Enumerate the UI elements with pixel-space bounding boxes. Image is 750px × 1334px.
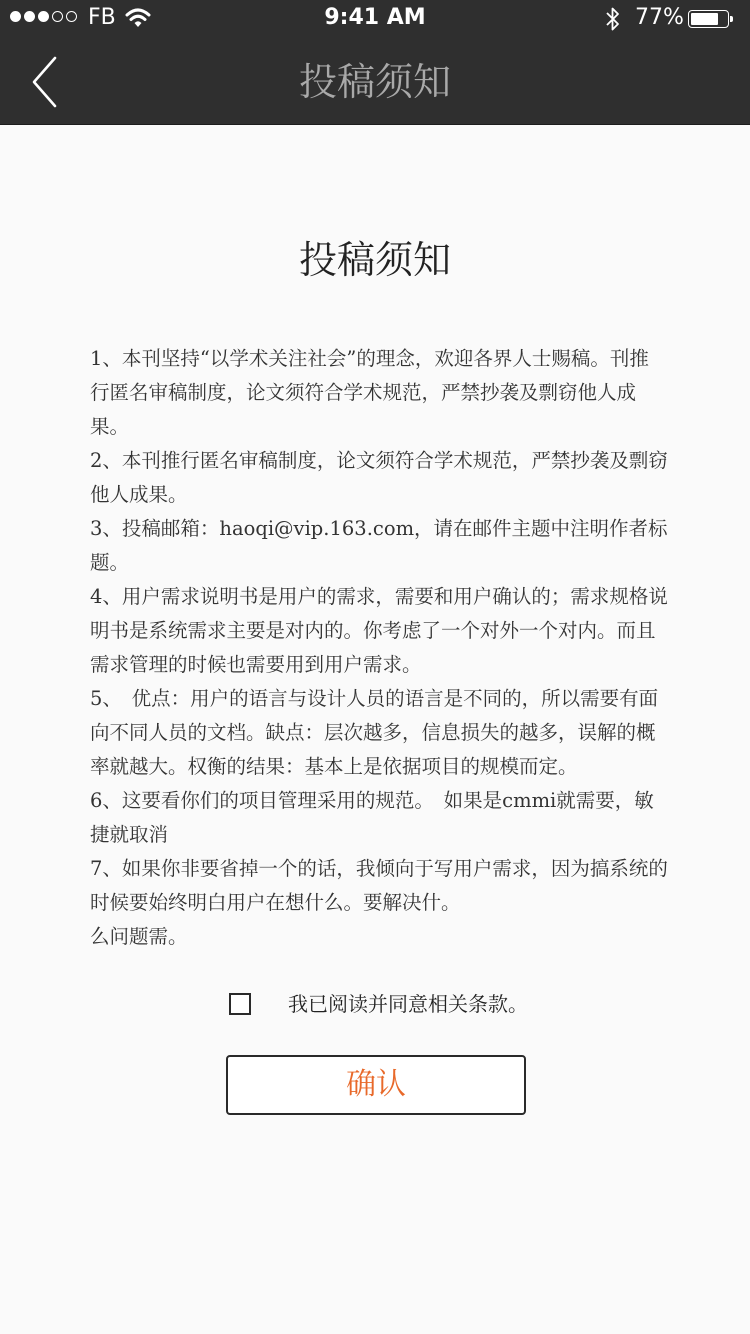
- battery-tip: [730, 16, 733, 22]
- nav-title: 投稿须知: [298, 60, 451, 104]
- notice-item: 1、本刊坚持“以学术关注社会”的理念，欢迎各界人士赐稿。刊推行匿名审稿制度，论文须符合学术规范，严禁抄袭及剽窃他人成果。: [90, 347, 649, 438]
- battery-fill: [691, 13, 718, 25]
- notice-item: 么问题需。: [90, 925, 188, 948]
- battery-icon: [688, 10, 734, 28]
- status-time: 9:41 AM: [324, 5, 426, 30]
- agree-label[interactable]: 我已阅读并同意相关条款。: [288, 992, 528, 1016]
- status-bar: [0, 0, 750, 38]
- notice-item: 7、如果你非要省掉一个的话，我倾向于写用户需求，因为搞系统的时候要始终明白用户在想什么。要解决什。: [90, 857, 668, 914]
- notice-item: 2、本刊推行匿名审稿制度，论文须符合学术规范，严禁抄袭及剽窃他人成果。: [90, 449, 668, 506]
- notice-item: 6、这要看你们的项目管理采用的规范。 如果是cmmi就需要，敏捷就取消: [90, 789, 654, 846]
- confirm-button[interactable]: 确认: [226, 1055, 526, 1115]
- notice-item: 3、投稿邮箱：haoqi@vip.163.com，请在邮件主题中注明作者标题。: [90, 517, 668, 574]
- bluetooth-icon: [604, 6, 622, 32]
- notice-item: 5、 优点：用户的语言与设计人员的语言是不同的，所以需要有面向不同人员的文档。缺点：层次越多，信息损失的越多，误解的概率就越大。权衡的结果：基本上是依据项目的规模而定。: [90, 687, 659, 778]
- agree-checkbox[interactable]: [229, 993, 251, 1015]
- battery-percentage: 77%: [635, 5, 684, 30]
- carrier-name: FB: [88, 5, 116, 30]
- notice-item: 4、用户需求说明书是用户的需求，需要和用户确认的；需求规格说明书是系统需求主要是对内的。你考虑了一个对外一个对内。而且需求管理的时候也需要用到用户需求。: [90, 585, 668, 676]
- navigation-bar: [0, 0, 750, 125]
- submission-notice: [90, 342, 668, 954]
- page-title: 投稿须知: [298, 238, 451, 282]
